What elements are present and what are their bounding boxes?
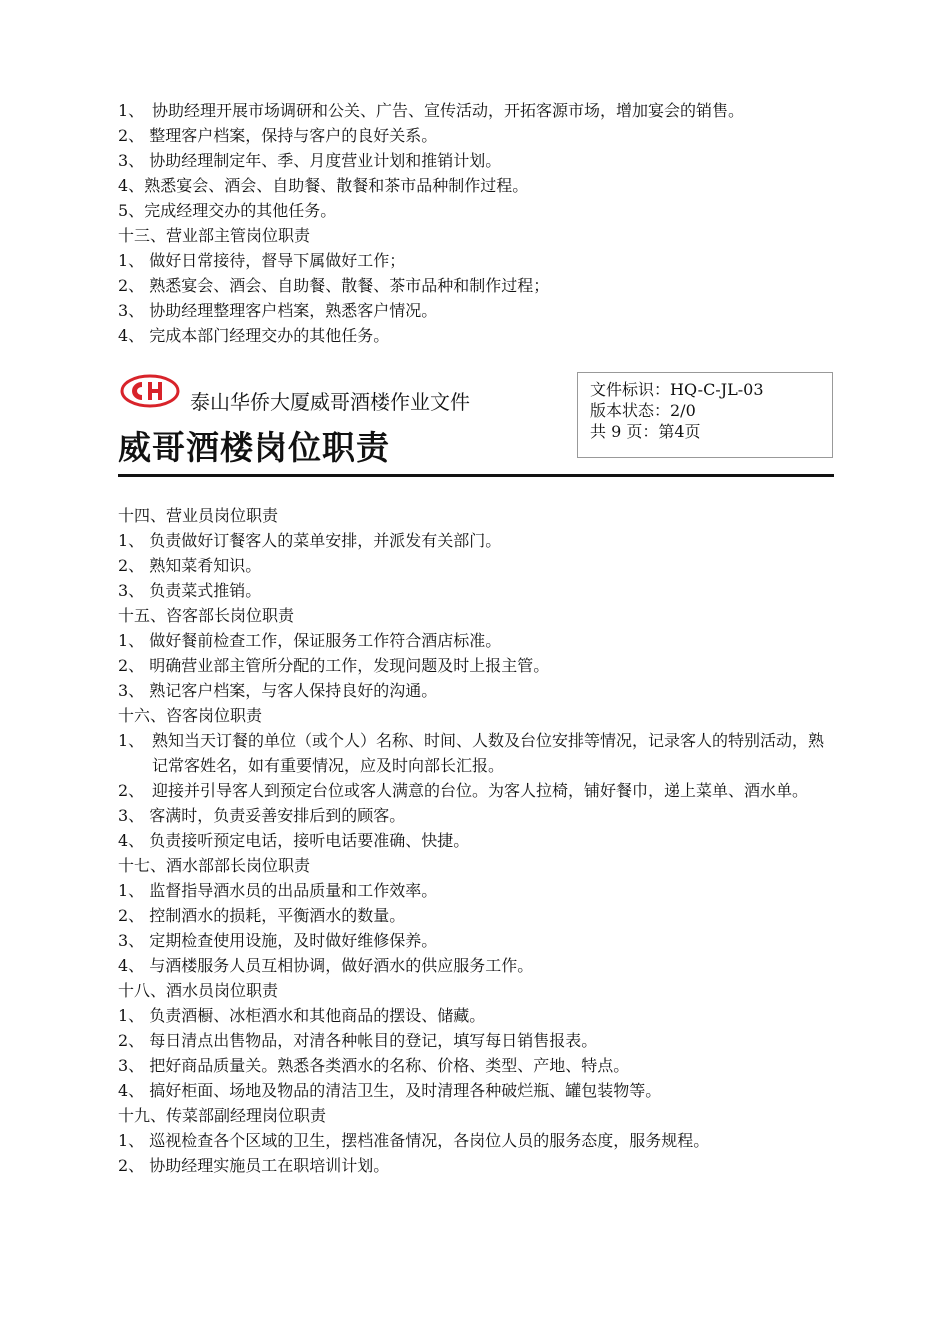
- section-heading: 十四、营业员岗位职责: [118, 506, 279, 525]
- page-count: 共 9 页：第4页: [590, 422, 701, 441]
- document-id: 文件标识：HQ-C-JL-03: [590, 380, 764, 399]
- section-heading: 十八、酒水员岗位职责: [118, 981, 279, 1000]
- list-item: 1、 协助经理开展市场调研和公关、广告、宣传活动，开拓客源市场，增加宴会的销售。: [118, 101, 745, 120]
- list-item: 2、 整理客户档案，保持与客户的良好关系。: [118, 126, 438, 145]
- top-section: [118, 98, 834, 348]
- list-item: 4、 负责接听预定电话，接听电话要准确、快捷。: [118, 831, 470, 850]
- header-divider: [118, 474, 834, 477]
- list-item: 2、 明确营业部主管所分配的工作，发现问题及时上报主管。: [118, 656, 550, 675]
- list-item: 2、 控制酒水的损耗，平衡酒水的数量。: [118, 906, 406, 925]
- list-item: 2、 熟知菜肴知识。: [118, 556, 262, 575]
- list-item: 3、 负责菜式推销。: [118, 581, 262, 600]
- list-item: 4、 搞好柜面、场地及物品的清洁卫生，及时清理各种破烂瓶、罐包装物等。: [118, 1081, 662, 1100]
- section-heading: 十三、营业部主管岗位职责: [118, 226, 311, 245]
- list-item: 2、 熟悉宴会、酒会、自助餐、散餐、茶市品种和制作过程；: [118, 276, 550, 295]
- list-item: 2、 迎接并引导客人到预定台位或客人满意的台位。为客人拉椅，铺好餐巾，递上菜单、酒水单。: [118, 781, 809, 800]
- section-heading: 十九、传菜部副经理岗位职责: [118, 1106, 327, 1125]
- company-name: 泰山华侨大厦威哥酒楼作业文件: [190, 390, 470, 414]
- list-item: 3、 定期检查使用设施，及时做好维修保养。: [118, 931, 438, 950]
- list-item: 3、 把好商品质量关。熟悉各类酒水的名称、价格、类型、产地、特点。: [118, 1056, 630, 1075]
- main-content: [118, 503, 834, 1178]
- list-item: 4、 完成本部门经理交办的其他任务。: [118, 326, 390, 345]
- section-heading: 十七、酒水部部长岗位职责: [118, 856, 311, 875]
- document-version: 版本状态：2/0: [590, 401, 696, 420]
- page-title: 威哥酒楼岗位职责: [118, 428, 390, 467]
- list-item: 3、 客满时，负责妥善安排后到的顾客。: [118, 806, 406, 825]
- list-item: 1、 巡视检查各个区域的卫生，摆档准备情况，各岗位人员的服务态度，服务规程。: [118, 1131, 710, 1150]
- list-item: 1、 负责做好订餐客人的菜单安排，并派发有关部门。: [118, 531, 502, 550]
- list-item: 1、 负责酒橱、冰柜酒水和其他商品的摆设、储藏。: [118, 1006, 486, 1025]
- list-item: 2、 每日清点出售物品，对清各种帐目的登记，填写每日销售报表。: [118, 1031, 598, 1050]
- list-item: 4、 与酒楼服务人员互相协调，做好酒水的供应服务工作。: [118, 956, 534, 975]
- list-item: 3、 协助经理整理客户档案，熟悉客户情况。: [118, 301, 438, 320]
- list-item: 3、 熟记客户档案，与客人保持良好的沟通。: [118, 681, 438, 700]
- section-heading: 十六、咨客岗位职责: [118, 706, 263, 725]
- company-logo-icon: [120, 374, 180, 408]
- list-item: 1、 熟知当天订餐的单位（或个人）名称、时间、人数及台位安排等情况，记录客人的特别活动，熟记常客姓名，如有重要情况，应及时向部长汇报。: [118, 731, 825, 775]
- list-item: 1、 做好日常接待，督导下属做好工作；: [118, 251, 406, 270]
- list-item: 1、 监督指导酒水员的出品质量和工作效率。: [118, 881, 438, 900]
- list-item: 4、 熟悉宴会、酒会、自助餐、散餐和茶市品种制作过程。: [118, 176, 529, 195]
- document-header: [118, 370, 834, 478]
- list-item: 1、 做好餐前检查工作，保证服务工作符合酒店标准。: [118, 631, 502, 650]
- list-item: 5、 完成经理交办的其他任务。: [118, 201, 337, 220]
- document-info-box: [577, 372, 833, 458]
- list-item: 3、 协助经理制定年、季、月度营业计划和推销计划。: [118, 151, 502, 170]
- list-item: 2、 协助经理实施员工在职培训计划。: [118, 1156, 390, 1175]
- section-heading: 十五、咨客部长岗位职责: [118, 606, 295, 625]
